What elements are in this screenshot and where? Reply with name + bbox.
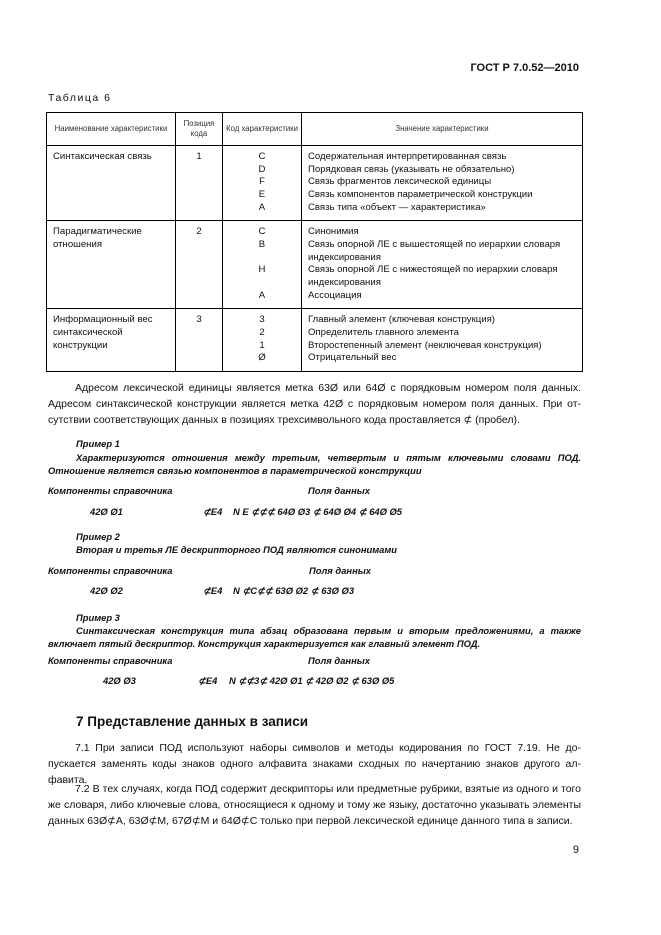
code: B <box>258 238 266 250</box>
value: индексирования <box>308 251 381 263</box>
example-col-right: Поля данных <box>309 565 371 576</box>
document-code: ГОСТ Р 7.0.52—2010 <box>470 62 579 74</box>
value: Ассоциация <box>308 289 362 301</box>
table-row <box>47 221 583 309</box>
value-list <box>302 146 583 221</box>
address-paragraph: Адресом лексической единицы является метка 63Ø или 64Ø с порядковым номером поля данных. Адресом синтаксической конструкции является метка 42Ø с порядковым номером поля данных. При от-сутствии соответствующих данных в позициях трехсимвольного кода проставляется ⊄ (пробел). <box>48 382 581 426</box>
example-text: Характеризуются отношения между третьим, четвертым и пятым ключевыми словами ПОД. Отношение является связью компонентов в параметрической конструкции <box>48 452 581 477</box>
code: 3 <box>259 314 265 326</box>
section-paragraph: 7.2 В тех случаях, когда ПОД содержит дескрипторы или предметные рубрики, взятые из одного и того же словаря, либо ключевые слова, относящиеся к одному и тому же языку, достаточно указывать элементы данных 63Ø⊄A, 63Ø⊄M, 67Ø⊄M и 64Ø⊄C только при первой лексической единице данного типа в записи. <box>48 783 581 827</box>
code <box>229 252 295 265</box>
example-col-left: Компоненты справочника <box>48 655 173 666</box>
example-title: Пример 1 <box>76 438 120 449</box>
code: A <box>258 201 266 213</box>
section-paragraph: 7.1 При записи ПОД используют наборы символов и методы кодирования по ГОСТ 7.19. Не до-пускается заменять коды знаков одного алфавита знаками сходных по начертанию знаков другого ал-фавита. <box>48 742 581 786</box>
code-list <box>223 221 302 309</box>
value: Отрицательный вес <box>308 352 397 364</box>
characteristics-table <box>46 112 583 372</box>
characteristic-name: Синтаксическая связь <box>47 146 176 221</box>
table-header-cell: Значение характеристики <box>302 113 583 146</box>
code: C <box>258 151 266 162</box>
example-directory-code: 42Ø Ø1 <box>90 506 123 517</box>
value: Содержательная интерпретированная связь <box>308 151 507 162</box>
example-col-left: Компоненты справочника <box>48 565 173 576</box>
value: Связь типа «объект — характеристика» <box>308 201 486 213</box>
value: индексирования <box>308 276 381 288</box>
example-field: ⊄E4 <box>198 675 218 686</box>
value: Определитель главного элемента <box>308 326 459 338</box>
code: D <box>258 163 266 175</box>
characteristic-name: Парадигматические отношения <box>47 221 176 309</box>
code: F <box>259 176 265 188</box>
table-header-row <box>47 113 583 146</box>
example-data-fields: N ⊄⊄3⊄ 42Ø Ø1 ⊄ 42Ø Ø2 ⊄ 63Ø Ø5 <box>229 675 395 686</box>
example-text: Синтаксическая конструкция типа абзац образована первым и вторым предложениями, а также включает пятый дескриптор. Конструкция характеризуется как главный элемент ПОД. <box>48 625 581 650</box>
example-col-right: Поля данных <box>308 655 370 666</box>
value: Второстепенный элемент (неключевая конструкция) <box>308 339 542 351</box>
example-title: Пример 3 <box>76 612 120 623</box>
code <box>229 277 295 290</box>
table-row <box>47 309 583 372</box>
code-list <box>223 146 302 221</box>
example-title: Пример 2 <box>76 531 120 542</box>
table-caption: Таблица 6 <box>48 92 112 104</box>
table-header-cell: Код характеристики <box>223 113 302 146</box>
code-list <box>223 309 302 372</box>
table-header-cell: Наименование характеристики <box>47 113 176 146</box>
characteristic-name: Информационный вес синтаксической конструкции <box>47 309 176 372</box>
value: Связь опорной ЛЕ с вышестоящей по иерархии словаря <box>308 238 561 250</box>
code: Ø <box>258 352 266 364</box>
code: A <box>258 289 266 301</box>
value: Связь опорной ЛЕ с нижестоящей по иерархии словаря <box>308 264 558 276</box>
example-field: ⊄E4 <box>203 585 223 596</box>
code: E <box>258 188 266 200</box>
example-data-fields: N E ⊄⊄⊄ 64Ø Ø3 ⊄ 64Ø Ø4 ⊄ 64Ø Ø5 <box>233 506 403 517</box>
example-field: ⊄E4 <box>203 506 223 517</box>
example-directory-code: 42Ø Ø3 <box>103 675 136 686</box>
code: 1 <box>259 339 265 351</box>
table-row <box>47 146 583 221</box>
code: 2 <box>259 326 265 338</box>
section-heading: 7 Представление данных в записи <box>76 714 308 729</box>
value: Связь компонентов параметрической конструкции <box>308 188 533 200</box>
example-col-left: Компоненты справочника <box>48 485 173 496</box>
example-col-right: Поля данных <box>308 485 370 496</box>
value-list <box>302 309 583 372</box>
value: Связь фрагментов лексической единицы <box>308 176 492 188</box>
value: Главный элемент (ключевая конструкция) <box>308 314 496 326</box>
table-header-cell: Позиция кода <box>176 113 223 146</box>
example-data-fields: N ⊄C⊄⊄ 63Ø Ø2 ⊄ 63Ø Ø3 <box>233 585 355 596</box>
code: C <box>258 226 266 238</box>
value-list <box>302 221 583 309</box>
code-position: 2 <box>176 221 223 309</box>
code-position: 3 <box>176 309 223 372</box>
example-directory-code: 42Ø Ø2 <box>90 585 123 596</box>
code-position: 1 <box>176 146 223 221</box>
value: Синонимия <box>308 226 359 238</box>
example-text: Вторая и третья ЛЕ дескрипторного ПОД являются синонимами <box>76 544 398 555</box>
code: H <box>258 264 266 276</box>
value: Порядковая связь (указывать не обязательно) <box>308 163 515 175</box>
page-number: 9 <box>572 844 579 856</box>
